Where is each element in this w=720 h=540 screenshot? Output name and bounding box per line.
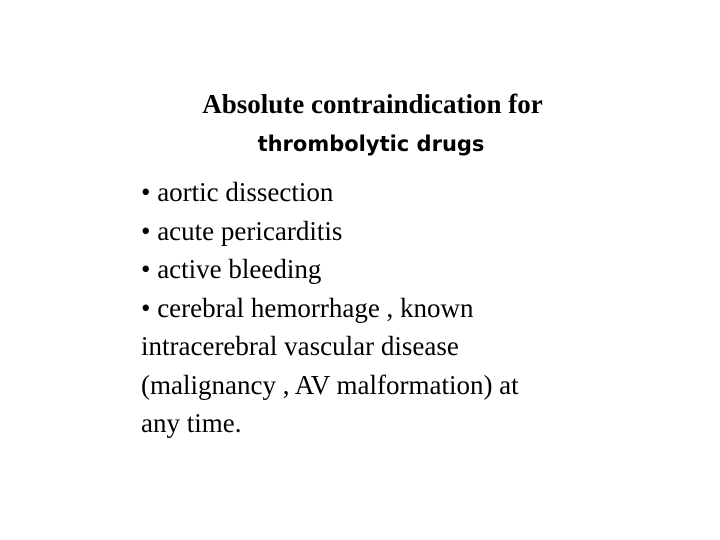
bullet-aortic-dissection: • aortic dissection [141,177,334,207]
slide-title-line2: thrombolytic drugs [257,132,485,156]
slide-title-line1: Absolute contraindication for [202,89,543,119]
bullet-active-bleeding: • active bleeding [141,254,322,284]
bullet-list [141,173,701,443]
bullet-cerebral-hemorrhage-cont-2: (malignancy , AV malformation) at [141,369,519,400]
bullet-acute-pericarditis: • acute pericarditis [141,215,343,246]
bullet-cerebral-hemorrhage: • cerebral hemorrhage , known [141,292,474,323]
bullet-cerebral-hemorrhage-cont-1: intracerebral vascular disease [141,331,459,361]
bullet-cerebral-hemorrhage-cont-3: any time. [141,408,242,438]
